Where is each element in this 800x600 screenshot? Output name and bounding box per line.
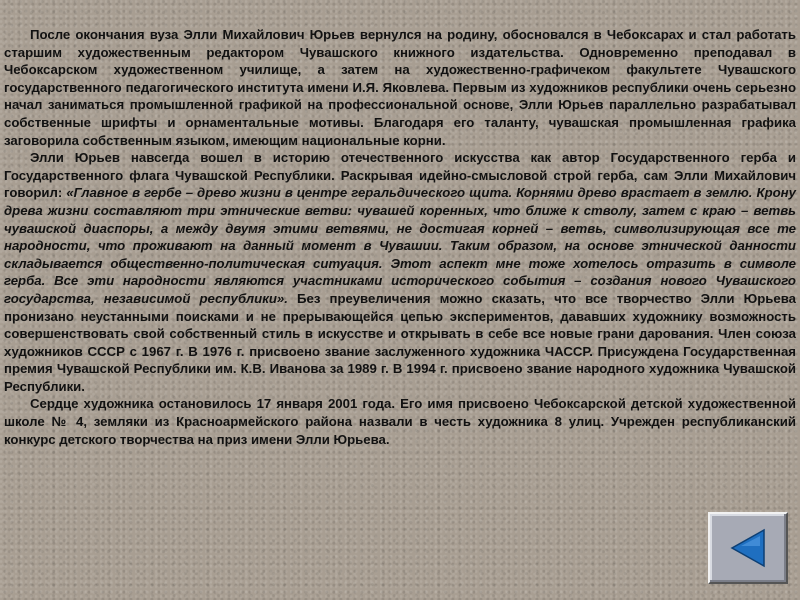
paragraph-3 <box>4 395 796 448</box>
paragraph-2-rest: Без преувеличения можно сказать, что все творчество Элли Юрьева пронизано неустанными поисками и не прерывающейся цепью экспериментов, дававших художнику возможность совершенствовать свой собственный стиль в искусстве и открывать в себе все новые грани дарования. Член союза художников СССР с 1967 г. В 1976 г. присвоено звание заслуженного художника ЧАССР. Присуждена Государственная премия Чувашской Республики им. К.В. Иванова за 1989 г. В 1994 г. присвоено звание народного художника Чувашской Республики. <box>4 290 796 394</box>
paragraph-1-text: После окончания вуза Элли Михайлович Юрьев вернулся на родину, обосновался в Чебоксарах и стал работать старшим художественным редактором Чувашского книжного издательства. Одновременно преподавал в Чебоксарском художественном училище, а затем на художественно-графичеком факультете Чувашского государственного педагогического института имени И.Я. Яковлева. Первым из художников республики очень серьезно начал заниматься промышленной графикой на профессиональной основе, Элли Юрьев параллельно разрабатывал собственные шрифты и орнаментальные мотивы. Благодаря его таланту, чувашская промышленная графика заговорила собственным языком, имеющим национальные корни. <box>4 27 796 148</box>
paragraph-3-text: Сердце художника остановилось 17 января 2001 года. Его имя присвоено Чебоксарской детской художественной школе № 4, земляки из Красноармейского района назвали в честь художника 8 улиц. Учрежден республиканский конкурс детского творчества на приз имени Элли Юрьева. <box>4 396 796 447</box>
paragraph-2-intro: Элли Юрьев навсегда вошел в историю отечественного искусства как автор Государственного герба и Государственного флага Чувашской Республики. Раскрывая идейно-смысловой строй герба, сам Элли Михайлович говорил: <box>4 150 796 201</box>
back-arrow-icon <box>729 528 767 568</box>
paragraph-1 <box>4 26 796 149</box>
biography-text <box>4 26 796 448</box>
paragraph-2 <box>4 149 796 395</box>
coat-of-arms-quote: «Главное в гербе – древо жизни в центре геральдического щита. Корнями древо врастает в землю. Крону древа жизни составляют три этнические ветви: чувашей коренных, что ближе к стволу, затем с краю – ветвь чувашской диаспоры, а между двумя этими ветвями, не достигая корней – ветвь, символизирующая все те народности, что проживают на данный момент в Чувашии. Таким образом, на основе этнической данности складывается общественно-политическая ситуация. Этот аспект мне тоже хотелось отразить в символе герба. Все эти народности являются участниками исторического события – создания нового Чувашского государства, независимой республики». <box>4 185 796 306</box>
back-button[interactable] <box>708 512 788 584</box>
